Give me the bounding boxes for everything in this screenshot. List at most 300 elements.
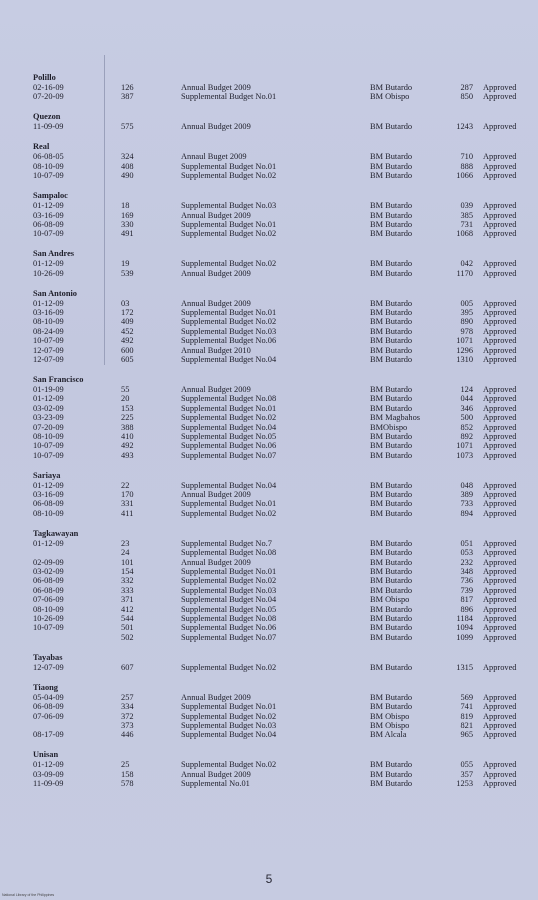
ordinance-number-cell: 578 <box>121 779 134 789</box>
municipality-group <box>33 112 533 131</box>
resolution-number-cell: 731 <box>460 219 473 229</box>
date-cell: 03-02-09 <box>33 403 64 413</box>
resolution-number-cell: 892 <box>460 431 473 441</box>
ordinance-number-cell: 55 <box>121 384 130 394</box>
title-cell: Supplemental Budget No.02 <box>181 662 277 672</box>
table-row <box>33 122 533 131</box>
author-cell: BM Butardo <box>370 298 413 308</box>
resolution-number-cell: 055 <box>460 760 473 770</box>
action-cell: Approved <box>483 298 517 308</box>
date-cell: 10-07-09 <box>33 441 64 451</box>
table-row <box>33 576 533 585</box>
action-cell: Approved <box>483 161 517 171</box>
title-cell: Supplemental Budget No.08 <box>181 613 277 623</box>
footer-note: National Library of the Philippines <box>2 893 55 897</box>
date-cell: 11-09-09 <box>33 779 64 789</box>
action-cell: Approved <box>483 613 517 623</box>
date-cell: 01-19-09 <box>33 384 64 394</box>
table-row <box>33 394 533 403</box>
ordinance-number-cell: 492 <box>121 441 134 451</box>
date-cell: 12-07-09 <box>33 662 64 672</box>
action-cell: Approved <box>483 259 517 269</box>
table-row <box>33 259 533 268</box>
ordinance-number-cell: 490 <box>121 171 134 181</box>
ordinance-number-cell: 03 <box>121 298 130 308</box>
author-cell: BM Butardo <box>370 326 413 336</box>
resolution-number-cell: 852 <box>460 422 473 432</box>
table-row <box>33 702 533 711</box>
resolution-number-cell: 044 <box>460 394 473 404</box>
table-row <box>33 490 533 499</box>
title-cell: Supplemental Budget No.01 <box>181 403 277 413</box>
ordinance-number-cell: 388 <box>121 422 134 432</box>
municipality-group <box>33 375 533 460</box>
author-cell: BM Obispo <box>370 595 410 605</box>
municipality-name: Sampaloc <box>33 191 68 201</box>
author-cell: BM Butardo <box>370 394 413 404</box>
ordinance-number-cell: 225 <box>121 413 134 423</box>
municipality-name: Unisan <box>33 750 59 760</box>
resolution-number-cell: 1253 <box>456 779 473 789</box>
ordinance-number-cell: 492 <box>121 336 134 346</box>
ordinance-number-cell: 539 <box>121 268 134 278</box>
author-cell: BM Butardo <box>370 403 413 413</box>
action-cell: Approved <box>483 548 517 558</box>
title-cell: Supplemental Budget No.02 <box>181 508 277 518</box>
author-cell: BM Butardo <box>370 308 413 318</box>
ordinance-number-cell: 101 <box>121 557 134 567</box>
author-cell: BM Butardo <box>370 760 413 770</box>
author-cell: BM Butardo <box>370 210 413 220</box>
table-row <box>33 171 533 180</box>
date-cell: 02-16-09 <box>33 83 64 92</box>
ordinance-number-cell: 491 <box>121 229 134 239</box>
author-cell: BM Butardo <box>370 499 413 509</box>
date-cell: 01-12-09 <box>33 298 64 308</box>
ordinance-number-cell: 19 <box>121 259 130 269</box>
resolution-number-cell: 978 <box>460 326 473 336</box>
table-row <box>33 539 533 548</box>
resolution-number-cell: 739 <box>460 585 473 595</box>
date-cell: 01-12-09 <box>33 538 64 548</box>
title-cell: Supplemental Budget No.7 <box>181 538 272 548</box>
action-cell: Approved <box>483 662 517 672</box>
title-cell: Supplemental Budget No.05 <box>181 431 277 441</box>
date-cell: 07-06-09 <box>33 595 64 605</box>
date-cell: 06-08-09 <box>33 702 64 712</box>
title-cell: Supplemental Budget No.06 <box>181 336 277 346</box>
title-cell: Supplemental Budget No.06 <box>181 623 277 633</box>
resolution-number-cell: 1073 <box>456 450 473 460</box>
action-cell: Approved <box>483 760 517 770</box>
table-row <box>33 712 533 721</box>
ordinance-number-cell: 452 <box>121 326 134 336</box>
resolution-number-cell: 890 <box>460 317 473 327</box>
resolution-number-cell: 1099 <box>456 632 473 642</box>
resolution-number-cell: 385 <box>460 210 473 220</box>
author-cell: BM Obispo <box>370 92 410 102</box>
date-cell: 08-10-09 <box>33 317 64 327</box>
table-row <box>33 548 533 557</box>
author-cell: BM Butardo <box>370 161 413 171</box>
table-row <box>33 229 533 238</box>
resolution-number-cell: 894 <box>460 508 473 518</box>
action-cell: Approved <box>483 201 517 211</box>
author-cell: BM Butardo <box>370 229 413 239</box>
table-row <box>33 558 533 567</box>
ordinance-number-cell: 170 <box>121 490 134 500</box>
title-cell: Supplemental Budget No.01 <box>181 567 277 577</box>
title-cell: Supplemental Budget No.04 <box>181 595 277 605</box>
action-cell: Approved <box>483 394 517 404</box>
author-cell: BM Butardo <box>370 152 413 162</box>
title-cell: Supplemental Budget No.02 <box>181 171 277 181</box>
action-cell: Approved <box>483 422 517 432</box>
municipality-name: Quezon <box>33 112 61 122</box>
title-cell: Annual Budget 2009 <box>181 692 251 702</box>
table-row <box>33 355 533 364</box>
title-cell: Supplemental Budget No.01 <box>181 308 277 318</box>
ordinance-number-cell: 446 <box>121 730 134 740</box>
municipality-group <box>33 289 533 365</box>
table-row <box>33 432 533 441</box>
action-cell: Approved <box>483 711 517 721</box>
title-cell: Annual Budget 2010 <box>181 345 251 355</box>
municipality-group <box>33 529 533 642</box>
author-cell: BM Butardo <box>370 779 413 789</box>
date-cell: 08-24-09 <box>33 326 64 336</box>
title-cell: Supplemental Budget No.02 <box>181 413 277 423</box>
date-cell: 10-07-09 <box>33 623 64 633</box>
author-cell: BM Butardo <box>370 538 413 548</box>
resolution-number-cell: 389 <box>460 490 473 500</box>
municipality-group <box>33 653 533 672</box>
title-cell: Annual Budget 2009 <box>181 122 251 132</box>
title-cell: Annaul Buget 2009 <box>181 152 247 162</box>
date-cell: 10-07-09 <box>33 171 64 181</box>
resolution-number-cell: 048 <box>460 480 473 490</box>
ordinance-number-cell: 412 <box>121 604 134 614</box>
table-row <box>33 423 533 432</box>
action-cell: Approved <box>483 83 517 92</box>
table-row <box>33 586 533 595</box>
ordinance-number-cell: 126 <box>121 83 134 92</box>
date-cell: 06-08-09 <box>33 499 64 509</box>
title-cell: Supplemental Budget No.08 <box>181 394 277 404</box>
ordinance-number-cell: 502 <box>121 632 134 642</box>
municipality-group <box>33 142 533 180</box>
action-cell: Approved <box>483 632 517 642</box>
author-cell: BM Obispo <box>370 720 410 730</box>
author-cell: BM Butardo <box>370 613 413 623</box>
table-row <box>33 441 533 450</box>
table-row <box>33 92 533 101</box>
table-row <box>33 623 533 632</box>
resolution-number-cell: 1071 <box>456 441 473 451</box>
action-cell: Approved <box>483 345 517 355</box>
ordinance-number-cell: 18 <box>121 201 130 211</box>
ordinance-number-cell: 172 <box>121 308 134 318</box>
resolution-number-cell: 1243 <box>456 122 473 132</box>
author-cell: BM Butardo <box>370 508 413 518</box>
ordinance-number-cell: 331 <box>121 499 134 509</box>
action-cell: Approved <box>483 122 517 132</box>
title-cell: Supplemental Budget No.02 <box>181 576 277 586</box>
table-row <box>33 83 533 92</box>
resolution-number-cell: 232 <box>460 557 473 567</box>
title-cell: Supplemental Budget No.02 <box>181 317 277 327</box>
ordinance-number-cell: 20 <box>121 394 130 404</box>
ordinance-number-cell: 411 <box>121 508 134 518</box>
date-cell: 03-16-09 <box>33 210 64 220</box>
table-row <box>33 693 533 702</box>
date-cell: 10-07-09 <box>33 229 64 239</box>
date-cell: 01-12-09 <box>33 394 64 404</box>
table-row <box>33 770 533 779</box>
action-cell: Approved <box>483 384 517 394</box>
table-row <box>33 308 533 317</box>
ordinance-number-cell: 600 <box>121 345 134 355</box>
ordinance-number-cell: 169 <box>121 210 134 220</box>
action-cell: Approved <box>483 355 517 364</box>
title-cell: Supplemental Budget No.01 <box>181 219 277 229</box>
table-row <box>33 721 533 730</box>
date-cell: 10-07-09 <box>33 450 64 460</box>
author-cell: BM Butardo <box>370 557 413 567</box>
title-cell: Supplemental Budget No.07 <box>181 632 277 642</box>
table-row <box>33 663 533 672</box>
date-cell: 03-16-09 <box>33 308 64 318</box>
resolution-number-cell: 1071 <box>456 336 473 346</box>
ordinance-number-cell: 23 <box>121 538 130 548</box>
date-cell: 10-07-09 <box>33 336 64 346</box>
table-row <box>33 404 533 413</box>
ordinance-number-cell: 371 <box>121 595 134 605</box>
action-cell: Approved <box>483 268 517 278</box>
table-row <box>33 336 533 345</box>
action-cell: Approved <box>483 779 517 789</box>
date-cell: 10-26-09 <box>33 268 64 278</box>
author-cell: BM Butardo <box>370 567 413 577</box>
title-cell: Supplemental Budget No.02 <box>181 711 277 721</box>
author-cell: BM Magbahos <box>370 413 421 423</box>
ordinance-number-cell: 410 <box>121 431 134 441</box>
title-cell: Supplemental Budget No.03 <box>181 720 277 730</box>
author-cell: BM Butardo <box>370 317 413 327</box>
municipality-name: Sariaya <box>33 470 61 480</box>
action-cell: Approved <box>483 720 517 730</box>
action-cell: Approved <box>483 92 517 102</box>
table-row <box>33 633 533 642</box>
action-cell: Approved <box>483 557 517 567</box>
title-cell: Supplemental Budget No.04 <box>181 355 277 364</box>
municipality-group <box>33 471 533 519</box>
page-number: 5 <box>265 872 273 886</box>
title-cell: Supplemental Budget No.06 <box>181 441 277 451</box>
ordinance-number-cell: 25 <box>121 760 130 770</box>
table-row <box>33 730 533 739</box>
resolution-number-cell: 965 <box>460 730 473 740</box>
municipality-group <box>33 73 533 102</box>
action-cell: Approved <box>483 595 517 605</box>
action-cell: Approved <box>483 152 517 162</box>
author-cell: BM Butardo <box>370 345 413 355</box>
ordinance-number-cell: 408 <box>121 161 134 171</box>
ordinance-number-cell: 605 <box>121 355 134 364</box>
ordinance-number-cell: 324 <box>121 152 134 162</box>
municipality-name: Tayabas <box>33 652 63 662</box>
municipality-group <box>33 750 533 788</box>
author-cell: BM Butardo <box>370 662 413 672</box>
title-cell: Supplemental Budget No.01 <box>181 92 277 102</box>
table-row <box>33 451 533 460</box>
author-cell: BM Butardo <box>370 83 413 92</box>
date-cell: 06-08-09 <box>33 576 64 586</box>
title-cell: Supplemental Budget No.01 <box>181 161 277 171</box>
action-cell: Approved <box>483 229 517 239</box>
ordinance-number-cell: 22 <box>121 480 130 490</box>
date-cell: 05-04-09 <box>33 692 64 702</box>
resolution-number-cell: 1310 <box>456 355 473 364</box>
author-cell: BM Butardo <box>370 692 413 702</box>
title-cell: Supplemental Budget No.08 <box>181 548 277 558</box>
title-cell: Supplemental Budget No.04 <box>181 730 277 740</box>
action-cell: Approved <box>483 508 517 518</box>
author-cell: BM Butardo <box>370 355 413 364</box>
action-cell: Approved <box>483 336 517 346</box>
author-cell: BM Butardo <box>370 769 413 779</box>
title-cell: Supplemental Budget No.01 <box>181 702 277 712</box>
title-cell: Supplemental Budget No.04 <box>181 422 277 432</box>
action-cell: Approved <box>483 431 517 441</box>
ordinance-number-cell: 158 <box>121 769 134 779</box>
resolution-number-cell: 850 <box>460 92 473 102</box>
action-cell: Approved <box>483 604 517 614</box>
table-row <box>33 481 533 490</box>
table-row <box>33 327 533 336</box>
date-cell: 07-06-09 <box>33 711 64 721</box>
ordinance-number-cell: 257 <box>121 692 134 702</box>
date-cell: 07-20-09 <box>33 422 64 432</box>
title-cell: Annual Budget 2009 <box>181 83 251 92</box>
author-cell: BM Butardo <box>370 219 413 229</box>
date-cell: 12-07-09 <box>33 355 64 364</box>
date-cell: 01-12-09 <box>33 760 64 770</box>
title-cell: Supplemental Budget No.02 <box>181 259 277 269</box>
resolution-number-cell: 710 <box>460 152 473 162</box>
ordinance-number-cell: 544 <box>121 613 134 623</box>
author-cell: BM Butardo <box>370 122 413 132</box>
action-cell: Approved <box>483 769 517 779</box>
date-cell: 01-12-09 <box>33 201 64 211</box>
municipality-group <box>33 191 533 239</box>
resolution-number-cell: 1315 <box>456 662 473 672</box>
action-cell: Approved <box>483 219 517 229</box>
resolution-number-cell: 005 <box>460 298 473 308</box>
action-cell: Approved <box>483 702 517 712</box>
author-cell: BM Butardo <box>370 441 413 451</box>
author-cell: BM Butardo <box>370 480 413 490</box>
action-cell: Approved <box>483 692 517 702</box>
table-row <box>33 567 533 576</box>
date-cell: 06-08-05 <box>33 152 64 162</box>
action-cell: Approved <box>483 413 517 423</box>
table-row <box>33 605 533 614</box>
municipality-group <box>33 249 533 278</box>
action-cell: Approved <box>483 210 517 220</box>
resolution-number-cell: 395 <box>460 308 473 318</box>
date-cell: 03-16-09 <box>33 490 64 500</box>
title-cell: Annual Budget 2009 <box>181 557 251 567</box>
author-cell: BM Butardo <box>370 384 413 394</box>
resolution-number-cell: 1066 <box>456 171 473 181</box>
ordinance-number-cell: 373 <box>121 720 134 730</box>
date-cell: 03-02-09 <box>33 567 64 577</box>
resolution-number-cell: 741 <box>460 702 473 712</box>
resolution-number-cell: 042 <box>460 259 473 269</box>
author-cell: BM Butardo <box>370 268 413 278</box>
municipality-group <box>33 683 533 740</box>
date-cell: 10-26-09 <box>33 613 64 623</box>
author-cell: BM Butardo <box>370 450 413 460</box>
author-cell: BM Butardo <box>370 632 413 642</box>
table-row <box>33 201 533 210</box>
resolution-number-cell: 817 <box>460 595 473 605</box>
date-cell: 01-12-09 <box>33 480 64 490</box>
table-row <box>33 346 533 355</box>
resolution-number-cell: 1170 <box>456 268 473 278</box>
ordinance-listing <box>33 73 533 799</box>
table-row <box>33 779 533 788</box>
action-cell: Approved <box>483 450 517 460</box>
resolution-number-cell: 500 <box>460 413 473 423</box>
action-cell: Approved <box>483 730 517 740</box>
author-cell: BMObispo <box>370 422 408 432</box>
date-cell: 08-17-09 <box>33 730 64 740</box>
date-cell: 08-10-09 <box>33 508 64 518</box>
title-cell: Supplemental Budget No.02 <box>181 760 277 770</box>
action-cell: Approved <box>483 499 517 509</box>
date-cell: 02-09-09 <box>33 557 64 567</box>
author-cell: BM Butardo <box>370 336 413 346</box>
resolution-number-cell: 348 <box>460 567 473 577</box>
municipality-name: Tiaong <box>33 682 58 692</box>
title-cell: Annual Budget 2009 <box>181 210 251 220</box>
title-cell: Supplemental Budget No.07 <box>181 450 277 460</box>
resolution-number-cell: 821 <box>460 720 473 730</box>
ordinance-number-cell: 575 <box>121 122 134 132</box>
resolution-number-cell: 346 <box>460 403 473 413</box>
table-row <box>33 499 533 508</box>
table-row <box>33 413 533 422</box>
date-cell: 06-08-09 <box>33 585 64 595</box>
title-cell: Annual Budget 2009 <box>181 769 251 779</box>
resolution-number-cell: 736 <box>460 576 473 586</box>
table-row <box>33 211 533 220</box>
table-row <box>33 385 533 394</box>
resolution-number-cell: 1184 <box>456 613 473 623</box>
title-cell: Annual Budget 2009 <box>181 268 251 278</box>
date-cell: 01-12-09 <box>33 259 64 269</box>
date-cell: 08-10-09 <box>33 431 64 441</box>
author-cell: BM Butardo <box>370 548 413 558</box>
ordinance-number-cell: 372 <box>121 711 134 721</box>
action-cell: Approved <box>483 576 517 586</box>
resolution-number-cell: 1094 <box>456 623 473 633</box>
action-cell: Approved <box>483 490 517 500</box>
municipality-name: San Antonio <box>33 288 77 298</box>
title-cell: Annual Budget 2009 <box>181 298 251 308</box>
